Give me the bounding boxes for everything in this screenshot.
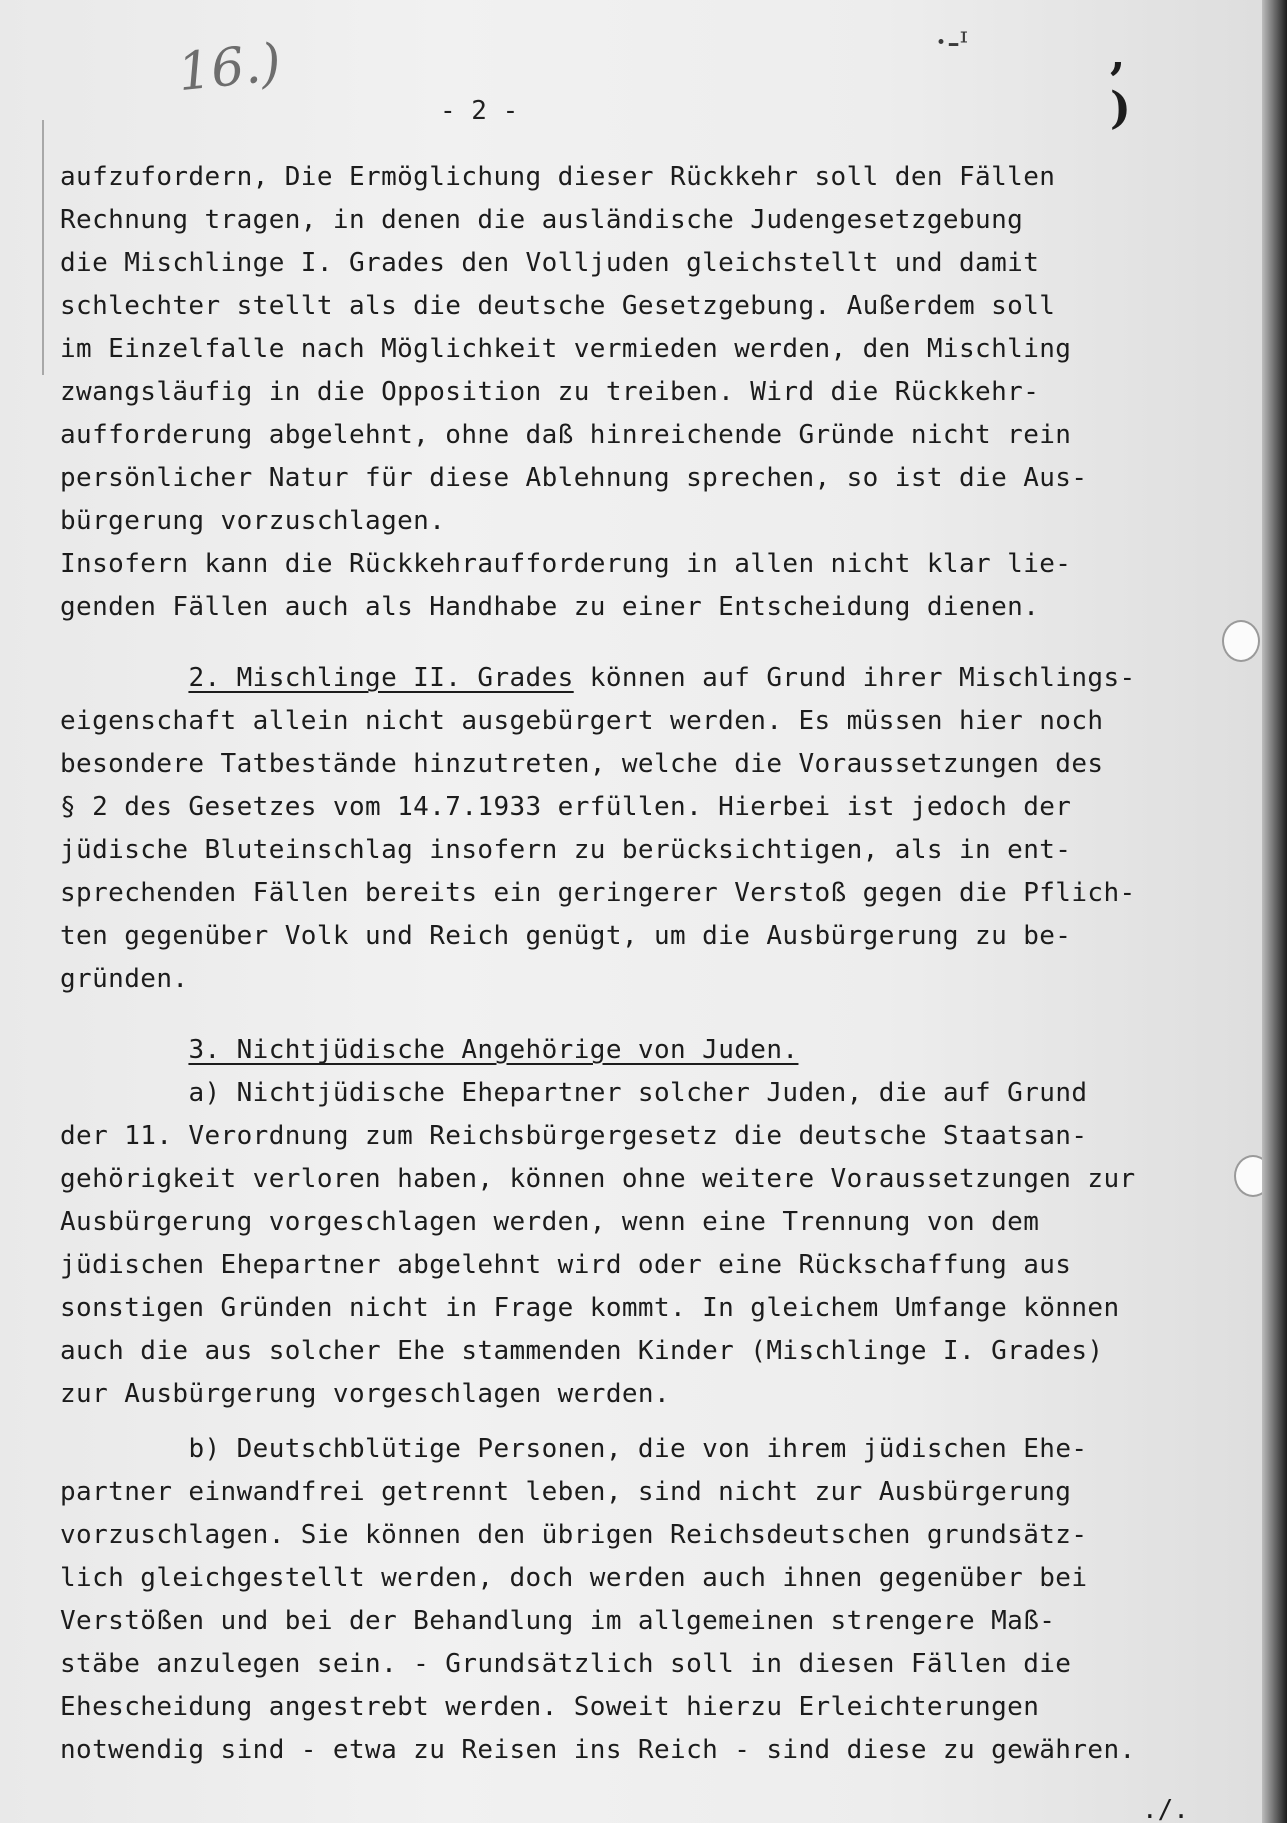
text-line: vorzuschlagen. Sie können den übrigen Reichsdeutschen grundsätz- (60, 1520, 1088, 1550)
document-body (60, 156, 1240, 1772)
text-line: der 11. Verordnung zum Reichsbürgergesetz die deutsche Staatsan- (60, 1121, 1088, 1151)
paragraph-1 (60, 156, 1240, 629)
section-3 (60, 1029, 1240, 1772)
text-line: notwendig sind - etwa zu Reisen ins Reich - sind diese zu gewähren. (60, 1735, 1136, 1765)
page-number: - 2 - (440, 96, 519, 126)
right-mark: , ) (1110, 29, 1131, 134)
text-line: Rechnung tragen, in denen die ausländische Judengesetzgebung (60, 205, 1024, 235)
text-line: jüdischen Ehepartner abgelehnt wird oder eine Rückschaffung aus (60, 1250, 1072, 1280)
text-line: genden Fällen auch als Handhabe zu einer Entscheidung dienen. (60, 592, 1040, 622)
text-line: gründen. (60, 964, 189, 994)
section-3-heading: 3. Nichtjüdische Angehörige von Juden. (188, 1035, 799, 1065)
text-line: bürgerung vorzuschlagen. (60, 506, 446, 536)
text-line: sprechenden Fällen bereits ein geringerer Verstoß gegen die Pflich- (60, 878, 1136, 908)
text-line: Insofern kann die Rückkehraufforderung in allen nicht klar lie- (60, 549, 1072, 579)
continuation-mark: ./. (1142, 1795, 1189, 1823)
text-line: gehörigkeit verloren haben, können ohne weitere Voraussetzungen zur (60, 1164, 1136, 1194)
text-line: b) Deutschblütige Personen, die von ihrem jüdischen Ehe- (188, 1434, 1088, 1464)
text-line: die Mischlinge I. Grades den Volljuden gleichstellt und damit (60, 248, 1040, 278)
text-line: § 2 des Gesetzes vom 14.7.1933 erfüllen. Hierbei ist jedoch der (60, 792, 1072, 822)
text-line: ten gegenüber Volk und Reich genügt, um die Ausbürgerung zu be- (60, 921, 1072, 951)
text-line: lich gleichgestellt werden, doch werden auch ihnen gegenüber bei (60, 1563, 1088, 1593)
top-mark: ·-ᶦ (935, 20, 969, 64)
text-line: Verstößen und bei der Behandlung im allgemeinen strengere Maß- (60, 1606, 1056, 1636)
section-2-first-line-rest: können auf Grund ihrer Mischlings- (573, 663, 1136, 693)
text-line: persönlicher Natur für diese Ablehnung sprechen, so ist die Aus- (60, 463, 1088, 493)
text-line: Ausbürgerung vorgeschlagen werden, wenn eine Trennung von dem (60, 1207, 1040, 1237)
text-line: im Einzelfalle nach Möglichkeit vermieden werden, den Mischling (60, 334, 1072, 364)
scan-edge (1262, 0, 1287, 1823)
section-2-first-line (60, 657, 1240, 700)
section-2-heading: 2. Mischlinge II. Grades (188, 663, 574, 693)
section-2 (60, 657, 1240, 1001)
text-line: eigenschaft allein nicht ausgebürgert werden. Es müssen hier noch (60, 706, 1104, 736)
text-line: a) Nichtjüdische Ehepartner solcher Juden, die auf Grund (188, 1078, 1088, 1108)
handwritten-number: 16.) (175, 32, 284, 104)
section-3a-first-line (60, 1072, 1240, 1115)
text-line: sonstigen Gründen nicht in Frage kommt. In gleichem Umfange können (60, 1293, 1120, 1323)
section-3b-first-line (60, 1428, 1240, 1471)
text-line: zur Ausbürgerung vorgeschlagen werden. (60, 1379, 671, 1409)
text-line: besondere Tatbestände hinzutreten, welche die Voraussetzungen des (60, 749, 1104, 779)
section-3-heading-line (60, 1029, 1240, 1072)
text-line: aufzufordern, Die Ermöglichung dieser Rückkehr soll den Fällen (60, 162, 1056, 192)
text-line: Ehescheidung angestrebt werden. Soweit hierzu Erleichterungen (60, 1692, 1040, 1722)
text-line: partner einwandfrei getrennt leben, sind nicht zur Ausbürgerung (60, 1477, 1072, 1507)
text-line: auch die aus solcher Ehe stammenden Kinder (Mischlinge I. Grades) (60, 1336, 1104, 1366)
text-line: zwangsläufig in die Opposition zu treiben. Wird die Rückkehr- (60, 377, 1040, 407)
text-line: stäbe anzulegen sein. - Grundsätzlich soll in diesen Fällen die (60, 1649, 1072, 1679)
text-line: aufforderung abgelehnt, ohne daß hinreichende Gründe nicht rein (60, 420, 1072, 450)
text-line: jüdische Bluteinschlag insofern zu berücksichtigen, als in ent- (60, 835, 1072, 865)
text-line: schlechter stellt als die deutsche Gesetzgebung. Außerdem soll (60, 291, 1056, 321)
margin-line (42, 120, 44, 375)
